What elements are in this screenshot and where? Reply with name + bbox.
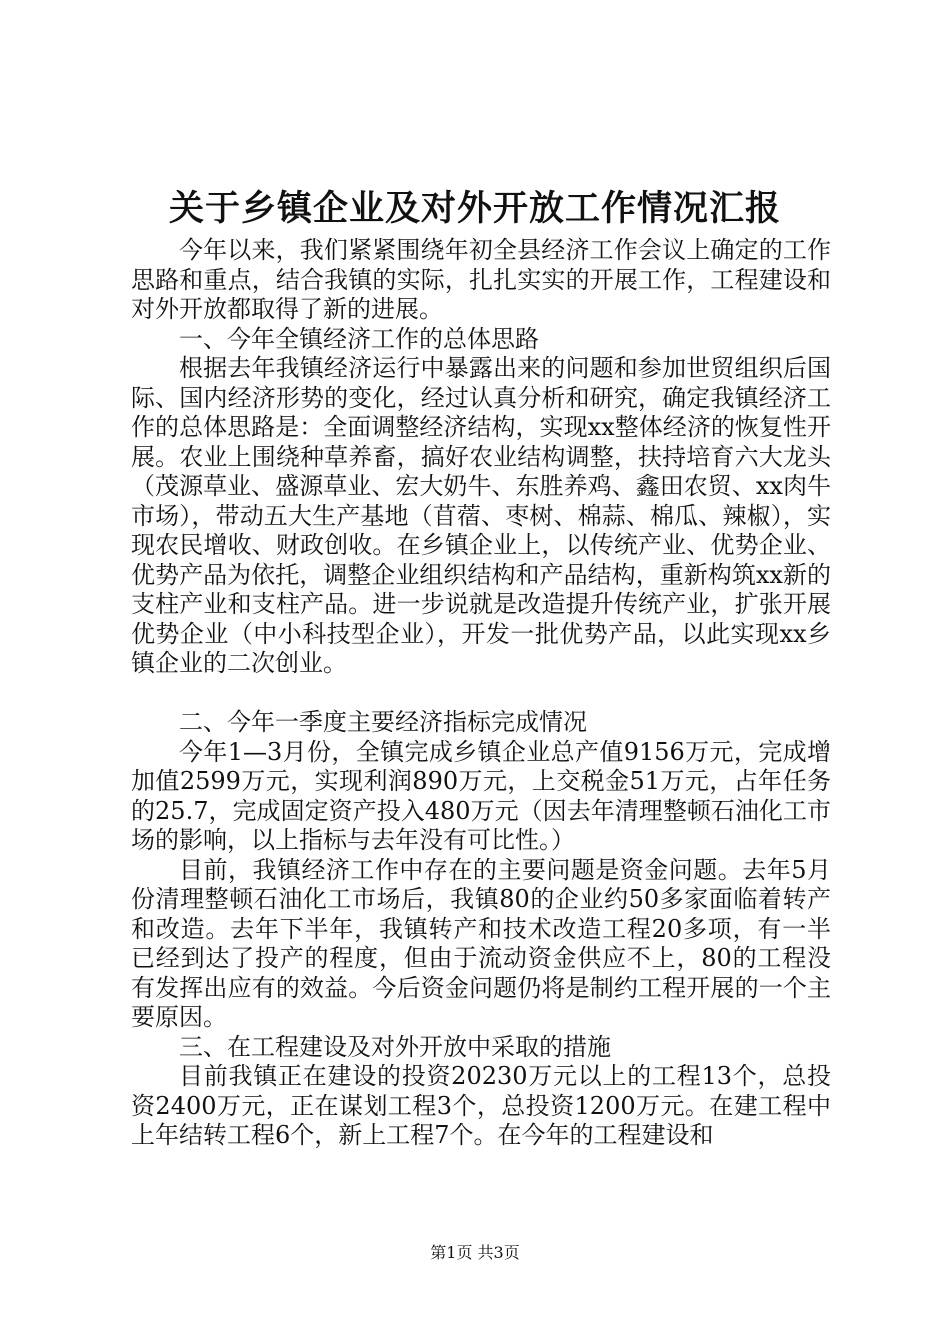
section-2-paragraph-2: 目前，我镇经济工作中存在的主要问题是资金问题。去年5月份清理整顿石油化工市场后，我镇80的企业约50多家面临着转产和改造。去年下半年，我镇转产和技术改造工程20多项，有一半已经到达了投产的程度，但由于流动资金供应不上，80的工程没有发挥出应有的效益。今后资金问题仍将是制约工程开展的一个主要原因。 (131, 855, 831, 1031)
section-2-paragraph-1: 今年1—3月份，全镇完成乡镇企业总产值9156万元，完成增加值2599万元，实现利润890万元，上交税金51万元，占年任务的25.7，完成固定资产投入480万元（因去年清理整顿石油化工市场的影响，以上指标与去年没有可比性。） (131, 737, 831, 854)
intro-paragraph: 今年以来，我们紧紧围绕年初全县经济工作会议上确定的工作思路和重点，结合我镇的实际，扎扎实实的开展工作，工程建设和对外开放都取得了新的进展。 (131, 236, 831, 323)
blank-line (131, 679, 831, 709)
section-heading-1: 一、今年全镇经济工作的总体思路 (179, 324, 539, 353)
document-body (131, 236, 831, 1151)
section-1-paragraph: 根据去年我镇经济运行中暴露出来的问题和参加世贸组织后国际、国内经济形势的变化，经过认真分析和研究，确定我镇经济工作的总体思路是：全面调整经济结构，实现xx整体经济的恢复性开展。农业上围绕种草养畜，搞好农业结构调整，扶持培育六大龙头（茂源草业、盛源草业、宏大奶牛、东胜养鸡、鑫田农贸、xx肉牛市场），带动五大生产基地（苜蓿、枣树、棉蒜、棉瓜、辣椒），实现农民增收、财政创收。在乡镇企业上，以传统产业、优势企业、优势产品为依托，调整企业组织结构和产品结构，重新构筑xx新的支柱产业和支柱产品。进一步说就是改造提升传统产业，扩张开展优势企业（中小科技型企业），开发一批优势产品，以此实现xx乡镇企业的二次创业。 (131, 354, 831, 677)
section-heading-3: 三、在工程建设及对外开放中采取的措施 (179, 1032, 611, 1061)
page-footer: 第1页 共3页 (430, 1243, 520, 1262)
section-heading-2: 二、今年一季度主要经济指标完成情况 (179, 708, 587, 736)
document-title: 关于乡镇企业及对外开放工作情况汇报 (168, 188, 781, 229)
section-3-paragraph-1: 目前我镇正在建设的投资20230万元以上的工程13个，总投资2400万元，正在谋划工程3个，总投资1200万元。在建工程中上年结转工程6个，新上工程7个。在今年的工程建设和 (131, 1062, 831, 1149)
